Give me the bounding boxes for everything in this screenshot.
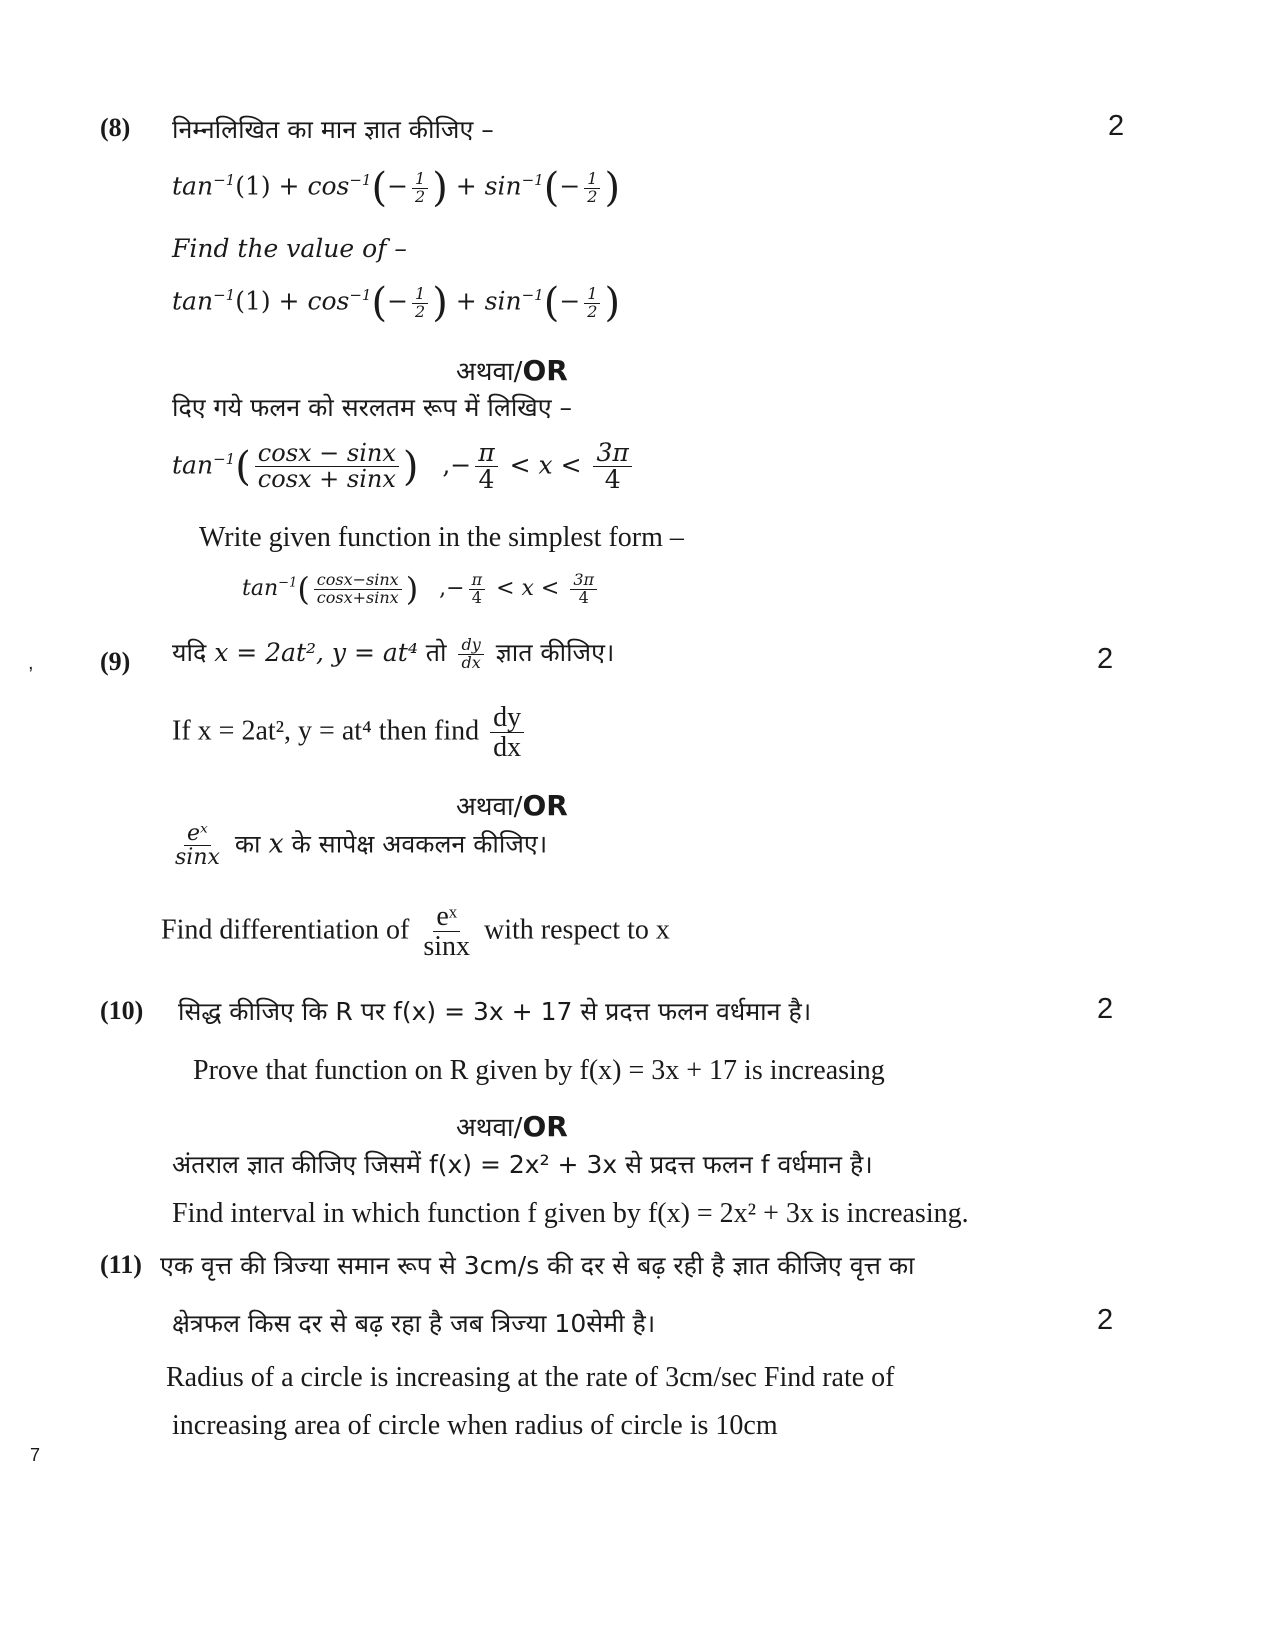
stray-mark: , bbox=[28, 652, 34, 674]
q11-marks: 2 bbox=[1097, 1304, 1114, 1336]
q8-english: Find the value of – bbox=[172, 234, 407, 263]
q8-or-expression: $\tan^{-1}$( $\frac{\cos x - \sin x}{\cos x + \sin x}$ ) ,− $\frac{\pi}{4}$ < x < $\frac{3\pi}{4}$ bbox=[172, 440, 636, 494]
q11-number: (11) bbox=[100, 1250, 142, 1279]
q9-hindi: यदि x = 2at², y = at⁴ तो $\frac{dy}{dx}$ ज्ञात कीजिए। bbox=[172, 634, 615, 672]
q9-english: If x = 2at², y = at⁴ then find $\frac{dy}{dx}$ bbox=[172, 703, 528, 763]
q8-number: (8) bbox=[100, 113, 131, 142]
q8-or-hindi: दिए गये फलन को सरलतम रूप में लिखिए – bbox=[172, 393, 573, 422]
q8-or-expression-english: $\tan^{-1}$( $\frac{\cos x-\sin x}{\cos x+\sin x}$ ) ,− $\frac{\pi}{4}$ < x < $\frac{3\pi}{4}$ bbox=[242, 570, 601, 608]
q9-marks: 2 bbox=[1097, 643, 1114, 675]
q8-or-label: अथवा/OR bbox=[456, 354, 568, 387]
q10-or-english: Find interval in which function f given by f(x) = 2x² + 3x is increasing. bbox=[172, 1198, 969, 1229]
q8-or-english: Write given function in the simplest form – bbox=[199, 522, 684, 553]
q11-english-line1: Radius of a circle is increasing at the rate of 3cm/sec Find rate of bbox=[166, 1362, 895, 1393]
page-number: 7 bbox=[30, 1445, 41, 1465]
q11-english-line2: increasing area of circle when radius of circle is 10cm bbox=[172, 1410, 778, 1441]
q10-or-hindi: अंतराल ज्ञात कीजिए जिसमें f(x) = 2x² + 3x से प्रदत्त फलन f वर्धमान है। bbox=[172, 1150, 873, 1179]
q9-or-hindi: $\frac{\text{eˣ}}{\sin x}$ का x के सापेक्ष अवकलन कीजिए। bbox=[175, 821, 548, 871]
q10-number: (10) bbox=[100, 996, 144, 1025]
q8-expression-english: $\tan^{-1}(1) + \cos^{-1}(-$ $\frac{1}{2}$ ) + $\sin^{-1}(-$ $\frac{1}{2}$ ) bbox=[172, 280, 621, 326]
q9-or-label: अथवा/OR bbox=[456, 789, 568, 822]
q8-marks: 2 bbox=[1108, 110, 1125, 142]
q10-or-label: अथवा/OR bbox=[456, 1110, 568, 1143]
q11-hindi-line2: क्षेत्रफल किस दर से बढ़ रहा है जब त्रिज्या 10सेमी है। bbox=[172, 1309, 656, 1338]
q8-hindi: निम्नलिखित का मान ज्ञात कीजिए – bbox=[172, 115, 494, 144]
q11-hindi-line1: एक वृत्त की त्रिज्या समान रूप से 3cm/s की दर से बढ़ रही है ज्ञात कीजिए वृत्त का bbox=[160, 1251, 915, 1280]
q10-english: Prove that function on R given by f(x) = 3x + 17 is increasing bbox=[193, 1055, 885, 1086]
q8-expression: $\tan^{-1}(1) + \cos^{-1}(-$ $\frac{1}{2}$ ) + $\sin^{-1}(-$ $\frac{1}{2}$ ) bbox=[172, 165, 621, 211]
q10-hindi: सिद्ध कीजिए कि R पर f(x) = 3x + 17 से प्रदत्त फलन वर्धमान है। bbox=[178, 997, 812, 1026]
q10-marks: 2 bbox=[1097, 993, 1114, 1025]
q9-number: (9) bbox=[100, 647, 131, 676]
q9-or-english: Find differentiation of $\frac{\text{eˣ}}{\sin x}$ with respect to x bbox=[161, 901, 670, 963]
